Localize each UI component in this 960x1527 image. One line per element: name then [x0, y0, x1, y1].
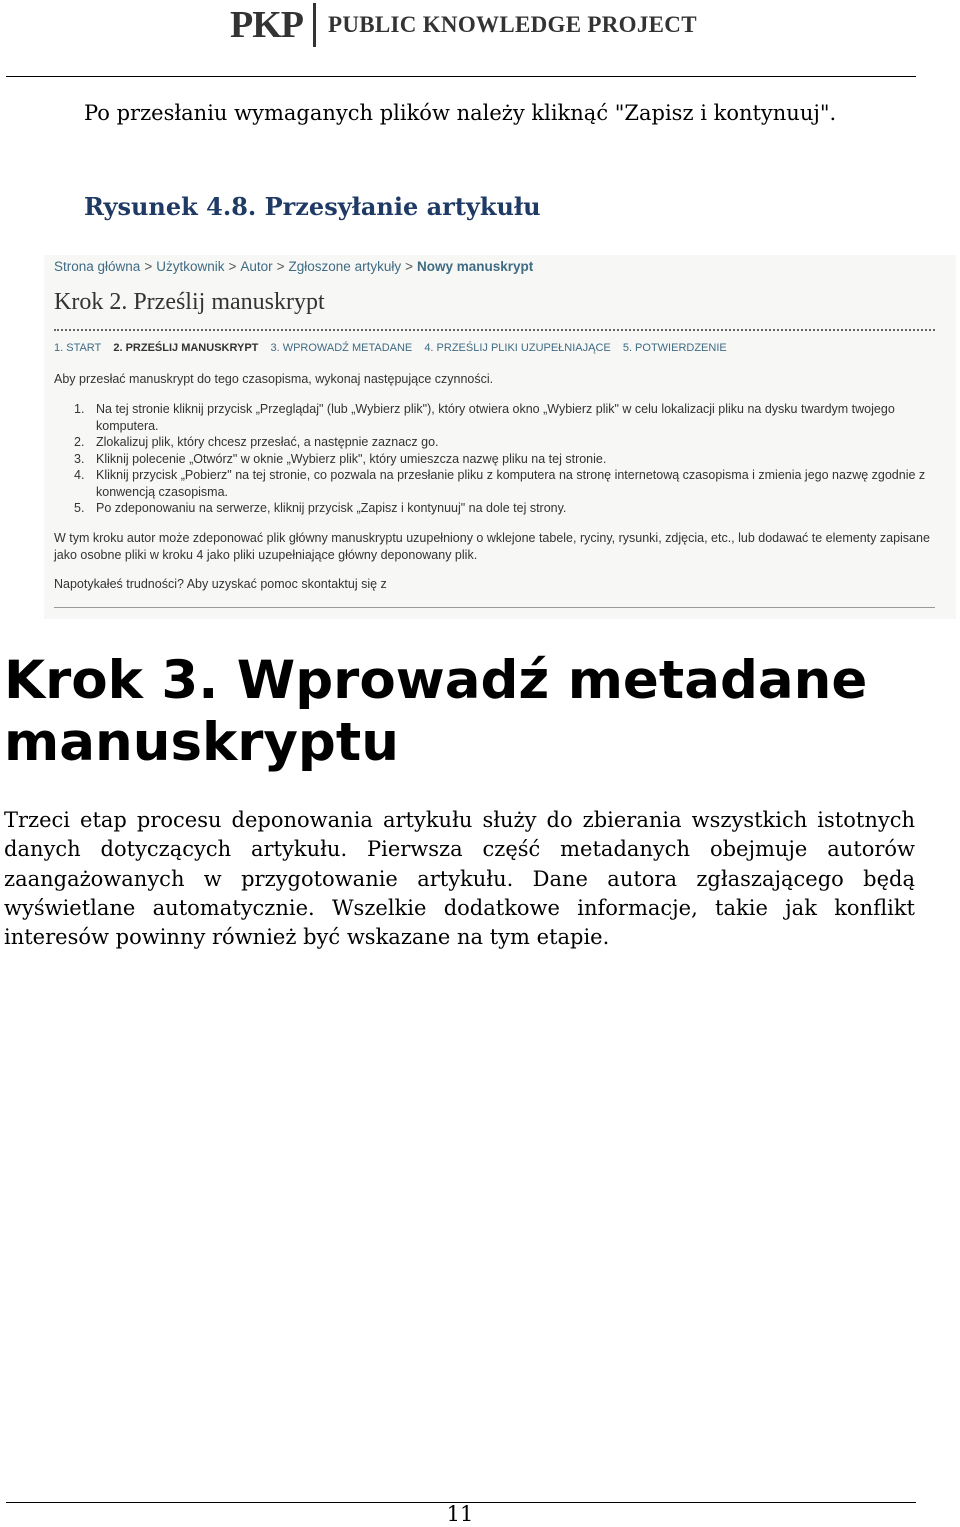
list-number: 5. [74, 501, 85, 515]
logo-pkp-mark: PKP [230, 4, 303, 46]
list-text: Kliknij polecenie „Otwórz" w oknie „Wybierz plik", który umieszcza nazwę pliku na tej stronie. [96, 451, 607, 466]
breadcrumb-home[interactable]: Strona główna [54, 259, 141, 274]
breadcrumb-separator: > [228, 259, 237, 274]
dotted-divider [54, 329, 935, 331]
screenshot-rule [54, 607, 935, 608]
breadcrumb-current[interactable]: Nowy manuskrypt [416, 259, 534, 274]
screenshot-lead: Aby przesłać manuskrypt do tego czasopisma, wykonaj następujące czynności. [54, 372, 494, 386]
list-item [74, 401, 934, 434]
list-number: 1. [74, 402, 85, 416]
logo-wordmark: PUBLIC KNOWLEDGE PROJECT [327, 12, 697, 37]
list-text: Na tej stronie kliknij przycisk „Przeglądaj" (lub „Wybierz plik"), który otwiera okno „Wybierz plik" w celu lokalizacji pliku na dysku twardym twojego komputera. [96, 402, 895, 433]
breadcrumb-separator: > [405, 259, 413, 274]
body-paragraph: Trzeci etap procesu deponowania artykułu służy do zbierania wszystkich istotnych danych dotyczących artykułu. Pierwsza część metadanych obejmuje autorów zaangażowanych w przygotowanie artykułu. Dane autora zgłaszającego będą wyświetlane automatycznie. Wszelkie dodatkowe informacje, takie jak konflikt interesów powinny również być wskazane na tym etapie. [4, 808, 915, 950]
step-tab-confirm[interactable]: 5. POTWIERDZENIE [622, 342, 727, 354]
list-number: 4. [74, 468, 85, 482]
breadcrumb-submissions[interactable]: Zgłoszone artykuły [288, 259, 402, 274]
help-text: Napotykałeś trudności? Aby uzyskać pomoc skontaktuj się z [54, 577, 387, 591]
breadcrumb-separator: > [144, 259, 153, 274]
section-heading: Krok 3. Wprowadź metadane manuskryptu [4, 650, 868, 773]
list-text: Zlokalizuj plik, który chcesz przesłać, a następnie zaznacz go. [96, 435, 439, 449]
list-number: 3. [74, 451, 85, 466]
breadcrumb-separator: > [276, 259, 285, 274]
step-tab-supplementary[interactable]: 4. PRZEŚLIJ PLIKI UZUPEŁNIAJĄCE [424, 342, 611, 354]
step-tab-upload[interactable]: 2. PRZEŚLIJ MANUSKRYPT [113, 342, 259, 354]
logo-divider [313, 3, 316, 47]
list-text: Kliknij przycisk „Pobierz" na tej stronie, co pozwala na przesłanie pliku z komputera na stronę internetową czasopisma i zmienia jego nazwę zgodnie z konwencją czasopisma. [96, 468, 926, 499]
page-header [0, 0, 960, 78]
screenshot-title: Krok 2. Prześlij manuskrypt [54, 289, 325, 315]
screenshot-note: W tym kroku autor może zdeponować plik główny manuskryptu uzupełniony o wklejone tabele, ryciny, rysunki, zdjęcia, etc., lub dodawać te elementy zapisane jako osobne pliki w kroku 4 jako pliki uzupełniające główny deponowany plik. [54, 531, 930, 562]
figure-caption: Rysunek 4.8. Przesyłanie artykułu [84, 192, 541, 221]
header-rule [6, 76, 916, 77]
list-item [74, 434, 934, 451]
breadcrumb-author[interactable]: Autor [240, 259, 273, 274]
step-tab-start[interactable]: 1. START [54, 342, 102, 354]
intro-paragraph: Po przesłaniu wymaganych plików należy kliknąć "Zapisz i kontynuuj". [84, 101, 837, 125]
page-number: 11 [446, 1502, 474, 1526]
list-text: Po zdeponowaniu na serwerze, kliknij przycisk „Zapisz i kontynuuj" na dole tej strony. [96, 501, 567, 515]
pkp-logo [230, 2, 697, 48]
list-item [74, 451, 934, 468]
figure-screenshot [44, 255, 956, 619]
breadcrumb [54, 259, 533, 274]
list-number: 2. [74, 435, 85, 449]
list-item [74, 500, 934, 517]
step-tabs [54, 342, 736, 354]
step-tab-metadata[interactable]: 3. WPROWADŹ METADANE [270, 342, 413, 354]
instruction-list [74, 401, 934, 517]
breadcrumb-user[interactable]: Użytkownik [156, 259, 225, 274]
list-item [74, 467, 934, 500]
